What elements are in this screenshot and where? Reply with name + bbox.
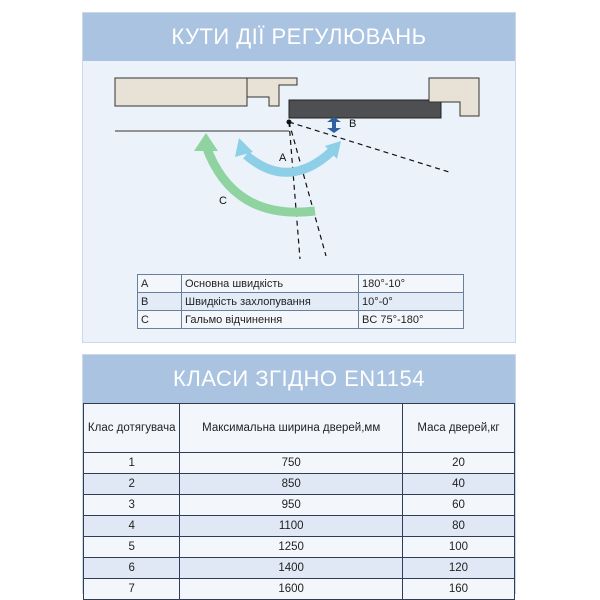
arc-a xyxy=(246,152,331,172)
cell-class: 6 xyxy=(84,558,180,579)
legend-value: BC 75°-180° xyxy=(359,311,464,329)
table-row xyxy=(84,474,515,495)
cell-mass: 80 xyxy=(402,516,514,537)
column-header-width: Максимальна ширина дверей,мм xyxy=(180,404,403,453)
legend-name: Основна швидкість xyxy=(182,275,359,293)
cell-class: 4 xyxy=(84,516,180,537)
column-header-mass: Маса дверей,кг xyxy=(402,404,514,453)
cell-width: 950 xyxy=(180,495,403,516)
cell-mass: 60 xyxy=(402,495,514,516)
classes-panel xyxy=(82,354,516,594)
label-b: B xyxy=(349,118,357,130)
door-angle-diagram xyxy=(83,61,515,271)
cell-class: 1 xyxy=(84,453,180,474)
cell-mass: 160 xyxy=(402,579,514,600)
cell-mass: 100 xyxy=(402,537,514,558)
angles-panel xyxy=(82,12,516,343)
cell-class: 2 xyxy=(84,474,180,495)
cell-width: 1100 xyxy=(180,516,403,537)
table-row xyxy=(84,516,515,537)
cell-class: 7 xyxy=(84,579,180,600)
cell-width: 850 xyxy=(180,474,403,495)
legend-row xyxy=(138,293,464,311)
angles-legend-table xyxy=(137,274,464,329)
table-row xyxy=(84,579,515,600)
table-row xyxy=(84,495,515,516)
classes-table xyxy=(83,403,515,600)
cell-mass: 20 xyxy=(402,453,514,474)
cell-width: 750 xyxy=(180,453,403,474)
classes-title: КЛАСИ ЗГІДНО EN1154 xyxy=(83,355,515,403)
arc-c-head xyxy=(194,133,218,151)
wall-left xyxy=(115,78,247,106)
cell-width: 1400 xyxy=(180,558,403,579)
legend-name: Швидкість захлопування xyxy=(182,293,359,311)
legend-value: 10°-0° xyxy=(359,293,464,311)
legend-name: Гальмо відчинення xyxy=(182,311,359,329)
cell-mass: 40 xyxy=(402,474,514,495)
angles-title: КУТИ ДІЇ РЕГУЛЮВАНЬ xyxy=(83,13,515,61)
cell-mass: 120 xyxy=(402,558,514,579)
legend-row xyxy=(138,311,464,329)
legend-letter: A xyxy=(138,275,182,293)
legend-value: 180°-10° xyxy=(359,275,464,293)
column-header-class: Клас дотягувача xyxy=(84,404,180,453)
door-leaf xyxy=(289,100,441,118)
legend-letter: B xyxy=(138,293,182,311)
label-c: C xyxy=(219,195,227,207)
classes-header-row xyxy=(84,404,515,453)
table-row xyxy=(84,537,515,558)
arrow-b xyxy=(327,117,341,133)
table-row xyxy=(84,453,515,474)
cell-class: 3 xyxy=(84,495,180,516)
cell-class: 5 xyxy=(84,537,180,558)
table-row xyxy=(84,558,515,579)
legend-letter: C xyxy=(138,311,182,329)
label-a: A xyxy=(279,152,287,164)
cell-width: 1600 xyxy=(180,579,403,600)
legend-row xyxy=(138,275,464,293)
cell-width: 1250 xyxy=(180,537,403,558)
